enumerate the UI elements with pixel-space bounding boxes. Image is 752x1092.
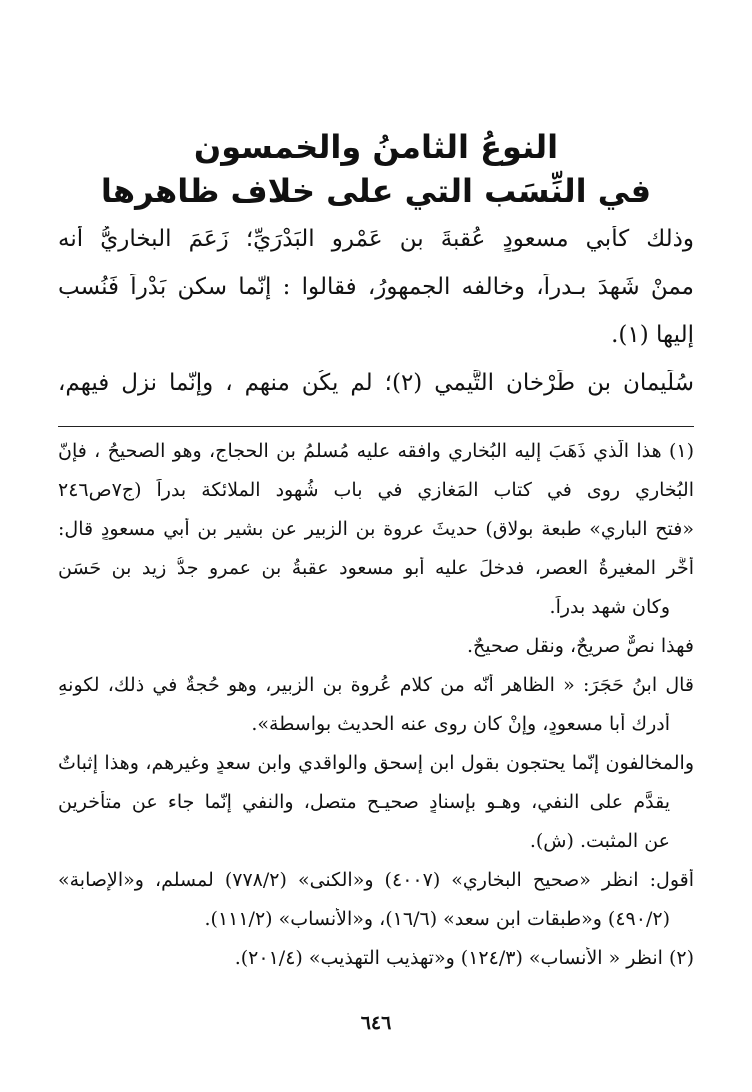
- footnote-line: يقدَّم على النفي، وهـو بإسنادٍ صحيـح متصل، والنفي إنّما جاء عن متأخرين: [58, 791, 670, 813]
- footnote-line: والمخالفون إنّما يحتجون بقول ابن إسحق والواقدي وابن سعدٍ وغيرهم، وهذا إثباتٌ: [58, 752, 694, 774]
- footnote-line: وكان شهد بدراً.: [549, 596, 670, 618]
- body-line: سُلَيمان بن طَرْخان التَّيمي (٢)؛ لم يكُن منهم ، وإنّما نزل فيهم،: [58, 370, 694, 396]
- chapter-title: النوعُ الثامنُ والخمسون: [193, 128, 559, 166]
- body-line: ممنْ شَهِدَ بـدراً، وخالفه الجمهورُ، فقالوا : إنّما سكن بَدْراً فَنُسب: [58, 274, 694, 300]
- footnote-line: (٢) انظر « الأنساب» (١٢٤/٣) و«تهذيب التهذيب» (٢٠١/٤).: [234, 947, 694, 969]
- footnote-line: أقول: انظر «صحيح البخاري» (٤٠٠٧) و«الكنى» (٧٧٨/٢) لمسلم، و«الإصابة»: [58, 869, 694, 891]
- footnote-line: قال ابنُ حَجَرَ: « الظاهر أنّه من كلام عُروة بن الزبير، وهو حُجةٌ في ذلك، لكونهِ: [58, 674, 694, 696]
- page-number: ٦٤٦: [360, 1012, 392, 1034]
- footnote-separator: [58, 426, 694, 427]
- body-line: وذلك كأبي مسعودٍ عُقبةَ بن عَمْرو البَدْرَيِّ؛ زَعَمَ البخاريُّ أنه: [58, 226, 694, 252]
- footnote-line: عن المثبت. (ش).: [529, 830, 670, 852]
- footnote-line: أَخَّر المغيرةُ العصر، فدخلَ عليه أبو مسعود عقبةُ بن عمرو جدُّ زيد بن حَسَن: [58, 557, 694, 579]
- footnote-line: (١) هذا الّذي ذَهَبَ إليه البُخاري وافقه عليه مُسلمُ بن الحجاج، وهو الصحيحُ ، فإنّ: [58, 440, 694, 462]
- footnote-line: البُخاري روى في كتاب المَغازي في باب شُهود الملائكة بدراً (ج٧ص٢٤٦: [58, 479, 694, 501]
- footnote-line: (٤٩٠/٢) و«طبقات ابن سعد» (١٦/٦)، و«الأنساب» (١١١/٢).: [204, 908, 670, 930]
- body-line: إليها (١).: [611, 322, 694, 348]
- footnote-line: أدرك أبا مسعودٍ، وإنْ كان روى عنه الحديث بواسطة».: [251, 713, 670, 735]
- footnote-line: «فتح الباري» طبعة بولاق) حديثَ عروة بن الزبير عن بشير بن أبي مسعودٍ قال:: [58, 518, 694, 540]
- footnote-line: فهذا نصٌّ صريحٌ، ونقل صحيحٌ.: [466, 635, 694, 657]
- chapter-subtitle: في النِّسَب التي على خلاف ظاهرها: [100, 172, 652, 210]
